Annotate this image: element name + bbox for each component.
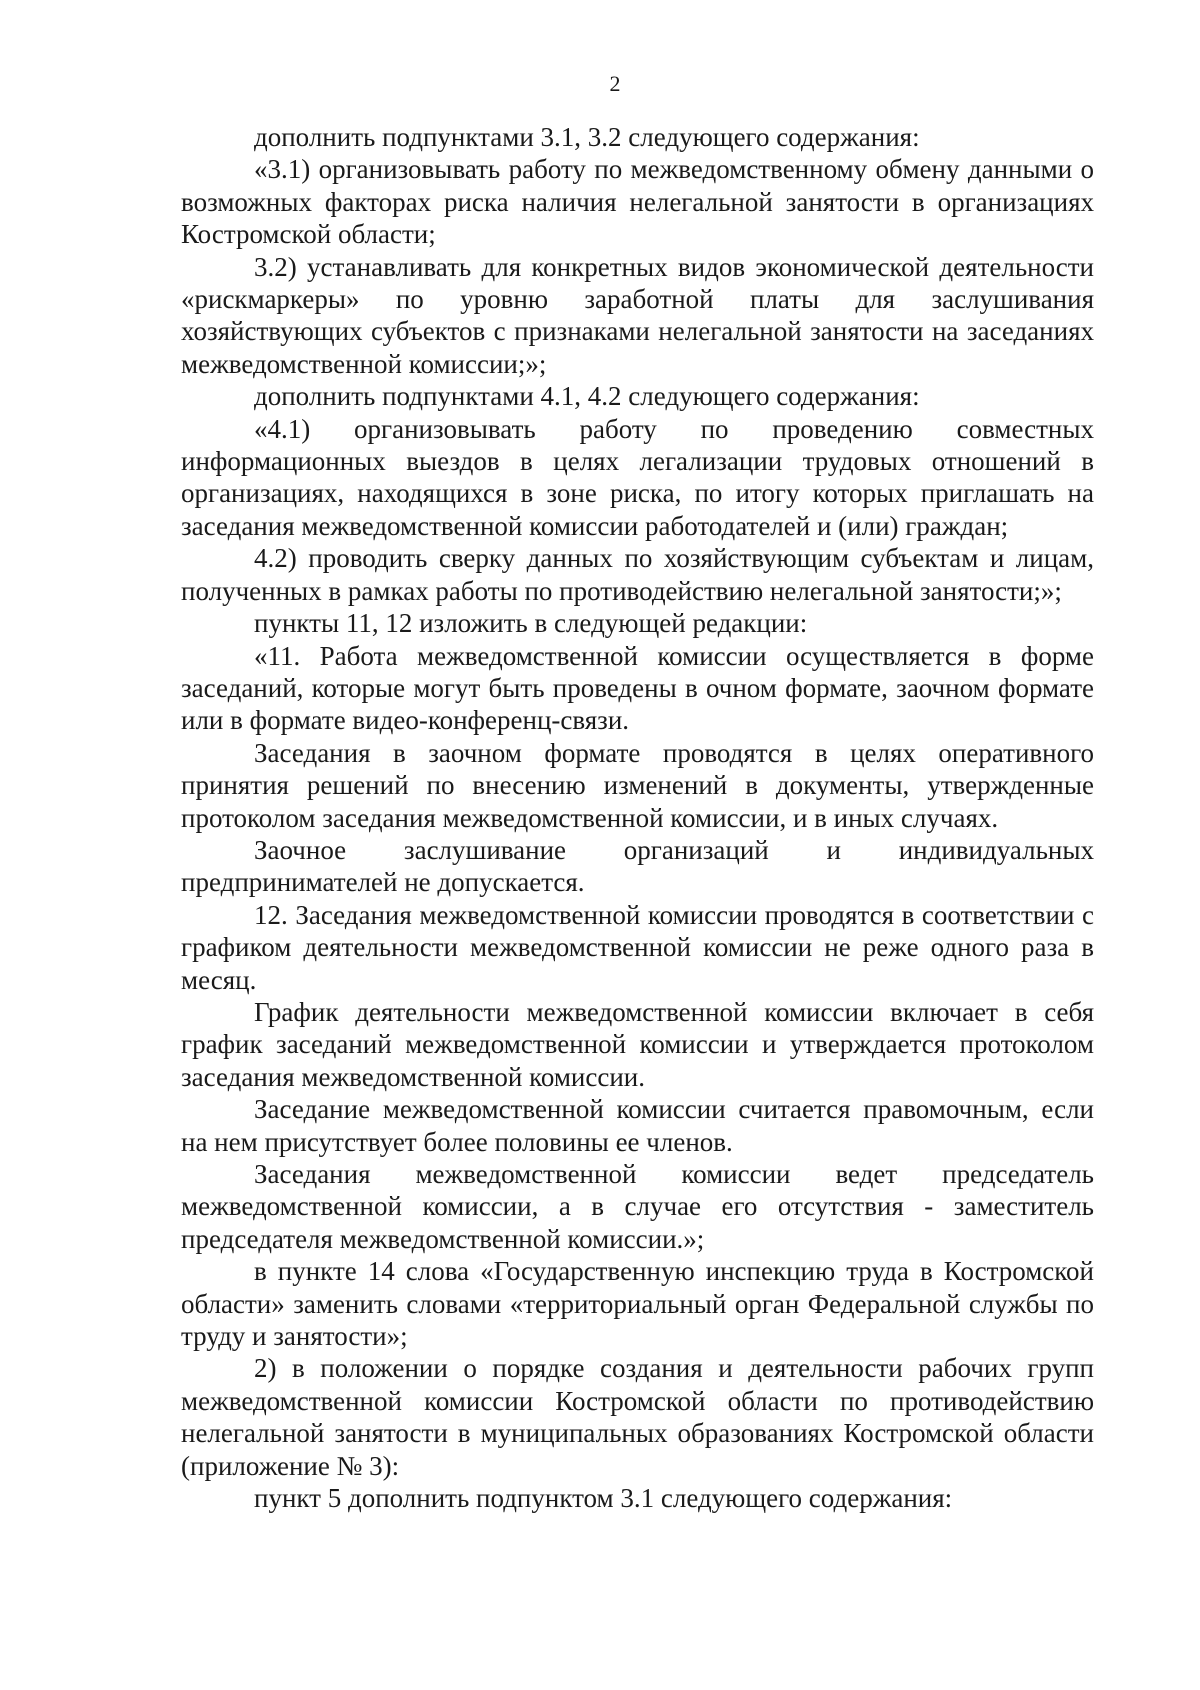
paragraph: Заседание межведомственной комиссии считается правомочным, если на нем присутствует более половины ее членов. (181, 1094, 1094, 1157)
paragraph: в пункте 14 слова «Государственную инспекцию труда в Костромской области» заменить словами «территориальный орган Федеральной службы по труду и занятости»; (181, 1256, 1094, 1352)
paragraph: 3.2) устанавливать для конкретных видов экономической деятельности «рискмаркеры» по уровню заработной платы для заслушивания хозяйствующих субъектов с признаками нелегальной занятости на заседаниях межведомственной комиссии;»; (181, 251, 1094, 379)
paragraph: 12. Заседания межведомственной комиссии проводятся в соответствии с графиком деятельности межведомственной комиссии не реже одного раза в месяц. (181, 899, 1094, 995)
paragraph: «11. Работа межведомственной комиссии осуществляется в форме заседаний, которые могут быть проведены в очном формате, заочном формате или в формате видео-конференц-связи. (181, 640, 1094, 736)
paragraph: Заочное заслушивание организаций и индивидуальных предпринимателей не допускается. (181, 834, 1094, 898)
document-body (181, 121, 1094, 1514)
paragraph: Заседания в заочном формате проводятся в целях оперативного принятия решений по внесению изменений в документы, утвержденные протоколом заседания межведомственной комиссии, и в иных случаях. (181, 737, 1094, 833)
paragraph: «3.1) организовывать работу по межведомственному обмену данными о возможных факторах риска наличия нелегальной занятости в организациях Костромской области; (181, 154, 1094, 250)
paragraph: 2) в положении о порядке создания и деятельности рабочих групп межведомственной комиссии Костромской области по противодействию нелегальной занятости в муниципальных образованиях Костромской области (приложение № 3): (181, 1353, 1094, 1481)
paragraph: График деятельности межведомственной комиссии включает в себя график заседаний межведомственной комиссии и утверждается протоколом заседания межведомственной комиссии. (181, 996, 1094, 1092)
paragraph: дополнить подпунктами 3.1, 3.2 следующего содержания: (254, 122, 920, 152)
paragraph: дополнить подпунктами 4.1, 4.2 следующего содержания: (254, 381, 920, 412)
paragraph: пункты 11, 12 изложить в следующей редакции: (254, 608, 808, 639)
page-number: 2 (609, 71, 621, 96)
paragraph: пункт 5 дополнить подпунктом 3.1 следующего содержания: (254, 1483, 953, 1514)
paragraph: «4.1) организовывать работу по проведению совместных информационных выездов в целях легализации трудовых отношений в организациях, находящихся в зоне риска, по итогу которых приглашать на заседания межведомственной комиссии работодателей и (или) граждан; (181, 413, 1094, 541)
paragraph: Заседания межведомственной комиссии ведет председатель межведомственной комиссии, а в случае его отсутствия - заместитель председателя межведомственной комиссии.»; (181, 1159, 1094, 1254)
paragraph: 4.2) проводить сверку данных по хозяйствующим субъектам и лицам, полученных в рамках работы по противодействию нелегальной занятости;»; (181, 543, 1094, 606)
